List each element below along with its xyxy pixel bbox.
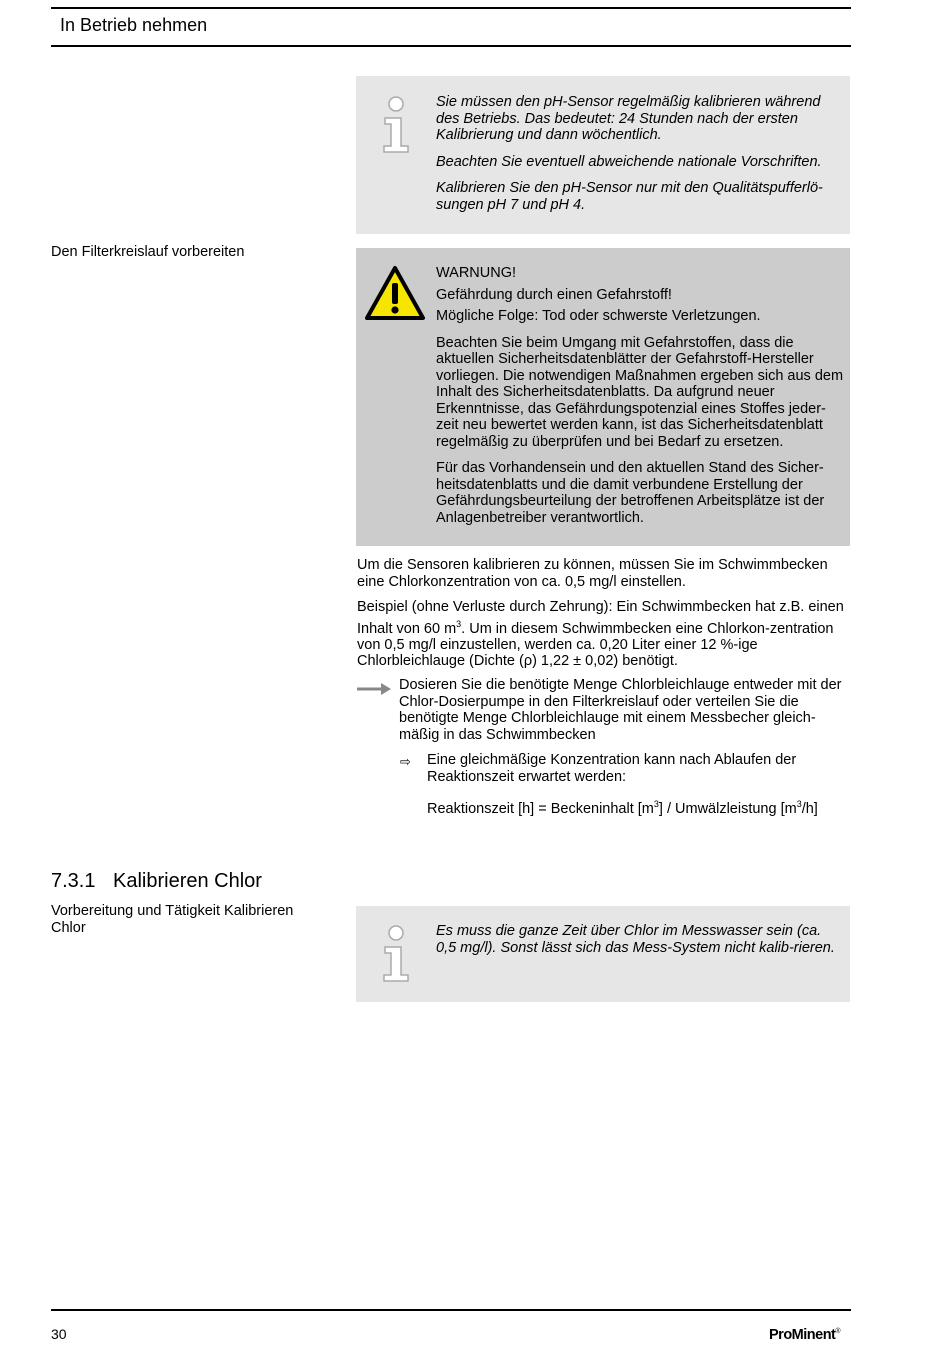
warning-hazard: Gefährdung durch einen Gefahrstoff! <box>436 286 672 303</box>
result-arrow-icon: ⇨ <box>400 754 411 769</box>
info-box-chlor <box>356 906 850 1002</box>
page-header-title: In Betrieb nehmen <box>60 15 208 35</box>
formula-text <box>427 796 847 817</box>
formula-part: /h] <box>801 800 818 817</box>
warning-triangle-icon <box>364 265 426 321</box>
logo-text: ProMinent <box>769 1327 836 1343</box>
warning-box <box>356 248 850 546</box>
side-label-calibration: Vorbereitung und Tätigkeit Kalibrieren Chlor <box>51 903 294 936</box>
info-paragraph: Sie müssen den pH-Sensor regelmäßig kalibrieren während des Betriebs. Das bedeutet: 24 Stunden nach der ersten Kalibrierung und dann wöchentlich. <box>436 94 821 143</box>
example-text: . Um in diesem Schwimmbecken eine Chlorkon-zentration von 0,5 mg/l einzustellen, werden ca. 0,20 Liter einer 12 %-ige Chlorbleichlauge (Dichte (ρ) 1,22 ± 0,02) benötigt. <box>357 620 834 670</box>
info-icon <box>379 96 413 154</box>
warning-consequence: Mögliche Folge: Tod oder schwerste Verletzungen. <box>436 308 761 324</box>
brand-logo <box>769 1327 840 1343</box>
warning-paragraph: Für das Vorhandensein und den aktuellen Stand des Sicher-heitsdatenblatts und die damit verbundene Erstellung der Gefährdungsbeurteilung der betroffenen Arbeitsplätze ist der Anlagenbetreiber verantwortlich. <box>436 460 825 526</box>
header-bottom-rule <box>51 45 851 47</box>
step-arrow-icon <box>357 683 391 695</box>
superscript: 3 <box>456 618 462 629</box>
section-heading <box>51 870 262 893</box>
superscript: 3 <box>653 799 659 809</box>
page-number: 30 <box>51 1326 67 1342</box>
header-top-rule <box>51 7 851 9</box>
info-paragraph: Es muss die ganze Zeit über Chlor im Messwasser sein (ca. 0,5 mg/l). Sonst lässt sich das Mess-System nicht kalib-rieren. <box>436 923 835 956</box>
info-paragraph: Beachten Sie eventuell abweichende nationale Vorschriften. <box>436 153 822 170</box>
info-paragraph: Kalibrieren Sie den pH-Sensor nur mit den Qualitätspufferlö-sungen pH 7 und pH 4. <box>436 180 823 213</box>
body-text <box>357 557 847 670</box>
formula-part: Reaktionszeit [h] = Beckeninhalt [m <box>427 800 654 817</box>
footer-rule <box>51 1309 851 1311</box>
warning-paragraph: Beachten Sie beim Umgang mit Gefahrstoffen, dass die aktuellen Sicherheitsdatenblätter der Gefahrstoff-Hersteller vorliegen. Die notwendigen Maßnahmen ergeben sich aus dem Inhalt des Sicherheitsdatenblatts. Da aufgrund neuer Erkenntnisse, das Gefährdungspotenzial eines Stoffes jeder-zeit neu bewertet werden kann, ist das Sicherheitsdatenblatt regelmäßig zu überprüfen und bei Bedarf zu ersetzen. <box>436 334 844 450</box>
body-paragraph: Um die Sensoren kalibrieren zu können, müssen Sie im Schwimmbecken eine Chlorkonzentration von ca. 0,5 mg/l einstellen. <box>357 557 828 590</box>
info-icon <box>379 925 413 983</box>
superscript: 3 <box>796 799 802 809</box>
warning-signal-word: WARNUNG! <box>436 265 517 281</box>
logo-mark: ® <box>835 1328 841 1336</box>
example-text: Beispiel (ohne Verluste durch Zehrung): Ein Schwimmbecken hat z.B. einen Inhalt von 60 m <box>357 599 844 637</box>
side-label-filter: Den Filterkreislauf vorbereiten <box>51 244 245 260</box>
section-number: 7.3.1 <box>51 870 96 892</box>
info-box-ph <box>356 76 850 234</box>
formula-part: ] / Umwälzleistung [m <box>658 800 797 817</box>
result-text: Eine gleichmäßige Konzentration kann nach Ablaufen der Reaktionszeit erwartet werden: <box>427 752 797 785</box>
step-text: Dosieren Sie die benötigte Menge Chlorbleichlauge entweder mit der Chlor-Dosierpumpe in den Filterkreislauf oder verteilen Sie die benötigte Menge Chlorbleichlauge mit einem Messbecher gleich-mäßig in das Schwimmbecken <box>399 677 842 743</box>
section-title: Kalibrieren Chlor <box>113 870 262 892</box>
body-paragraph-example <box>357 599 847 670</box>
